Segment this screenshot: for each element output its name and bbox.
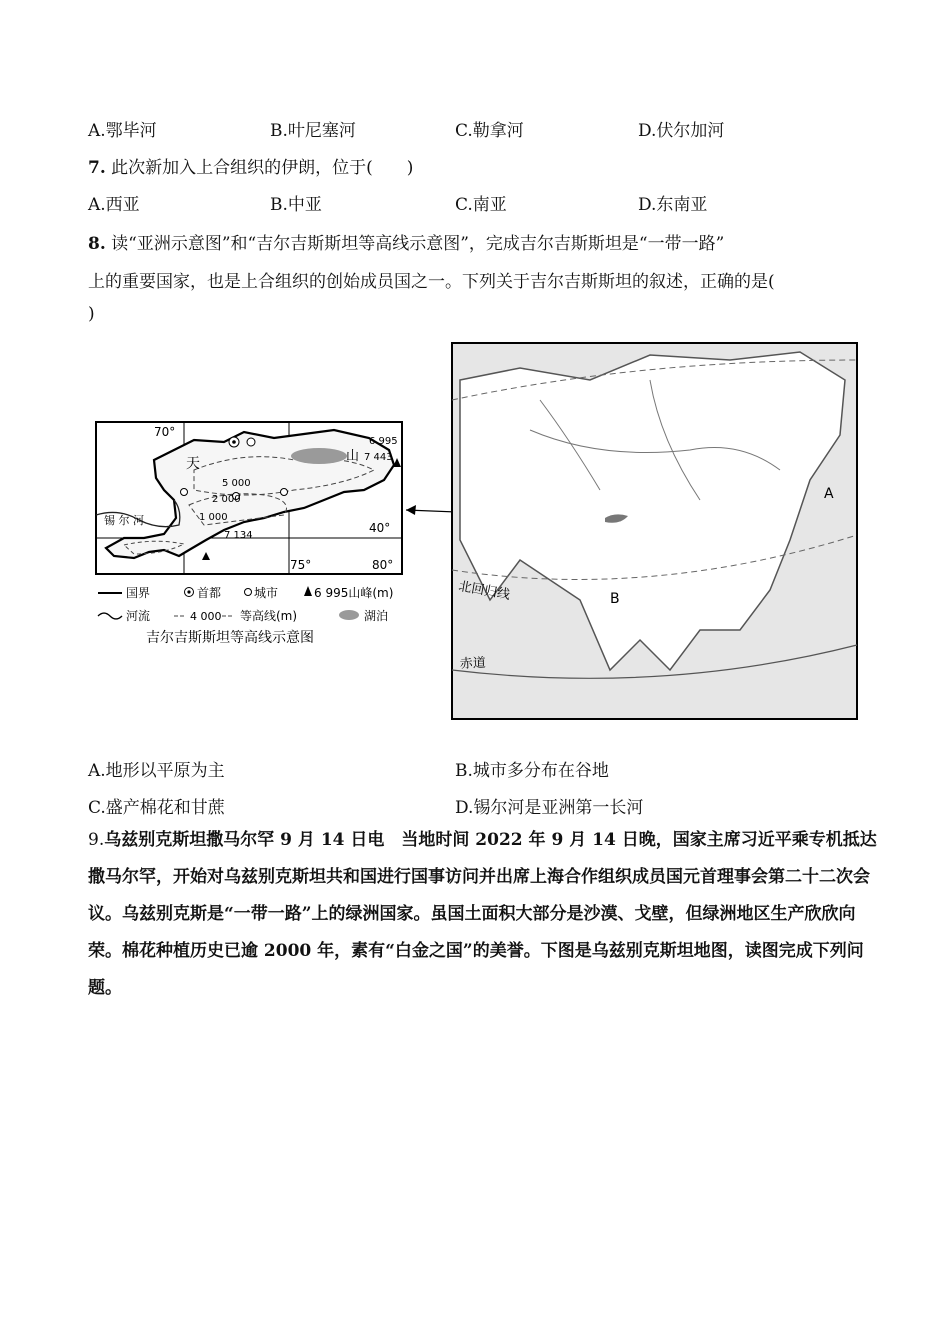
q7-stem (88, 153, 413, 178)
legend-contour-label: 等高线(m) (240, 609, 298, 623)
legend-peak-label: 6 995山峰(m) (314, 586, 394, 600)
legend-river-icon (98, 613, 122, 619)
q6-option-d[interactable]: D.伏尔加河 (638, 121, 725, 141)
q7-option-c[interactable]: C.南亚 (455, 195, 507, 215)
q8-option-b[interactable]: B.城市多分布在谷地 (455, 761, 609, 781)
q8-stem-text-1: 读“亚洲示意图”和“吉尔吉斯斯坦等高线示意图”，完成吉尔吉斯斯坦是“一带一路” (111, 234, 725, 254)
legend-border-label: 国界 (126, 586, 151, 600)
label-b: B (610, 591, 620, 607)
q8-stem-line1 (88, 229, 724, 254)
q6-option-a[interactable]: A.鄂毕河 (88, 121, 157, 141)
lon-80-label: 80° (372, 558, 394, 572)
lat-70-label: 70° (154, 425, 176, 439)
contour-7134-label: 7 134 (224, 530, 253, 541)
capital-dot (232, 440, 236, 444)
city-symbol (247, 438, 255, 446)
q7-option-d[interactable]: D.东南亚 (638, 195, 708, 215)
legend-city-label: 城市 (254, 586, 279, 600)
contour-1000-label: 1 000 (199, 512, 228, 523)
legend-lake-label: 湖泊 (364, 609, 389, 623)
q7-stem-text: 此次新加入上合组织的伊朗，位于( ) (111, 158, 414, 178)
q9-text: 乌兹别克斯坦撒马尔罕 9 月 14 日电 当地时间 2022 年 9 月 14 日晚，国家主席习近平乘专机抵达撒马尔罕，开始对乌兹别克斯坦共和国进行国事访问并出席上海合作组织成员国元首理事会第二十二次会议。乌兹别克斯是“一带一路”上的绿洲国家。虽国土面积大部分是沙漠、戈壁，但绿洲地区生产欣欣向荣。棉花种植历史已逾 2000 年，素有“白金之国”的美誉。下图是乌兹别克斯坦地图，读图完成下列问题。 (88, 830, 877, 998)
q8-option-a[interactable]: A.地形以平原为主 (88, 761, 225, 781)
q7-option-b[interactable]: B.中亚 (270, 195, 322, 215)
tian-label: 天 (186, 456, 200, 472)
lon-75-label: 75° (290, 558, 312, 572)
q8-number: 8. (88, 234, 106, 254)
legend-river-label: 河流 (126, 609, 151, 623)
equator-label: 赤道 (459, 655, 487, 672)
legend-contour-value: 4 000 (190, 610, 222, 623)
q9-number: 9. (88, 830, 105, 850)
tropic-label: 北回归线 (457, 579, 512, 603)
q7-number: 7. (88, 158, 106, 178)
lat-40-label: 40° (369, 521, 391, 535)
legend-peak-icon (304, 586, 312, 596)
legend-capital-dot-icon (187, 590, 190, 593)
q9-paragraph (88, 822, 878, 1007)
q6-option-b[interactable]: B.叶尼塞河 (270, 121, 356, 141)
q8-option-c[interactable]: C.盛产棉花和甘蔗 (88, 798, 225, 818)
kyrgyzstan-contour-map (94, 420, 406, 650)
pointer-arrowhead-left-icon (406, 505, 416, 515)
legend-city-icon (245, 589, 252, 596)
asia-map (400, 340, 860, 722)
map-caption: 吉尔吉斯斯坦等高线示意图 (146, 630, 314, 646)
river-label: 锡 尔 河 (104, 514, 144, 527)
label-a: A (824, 486, 834, 502)
contour-2000-label: 2 000 (212, 494, 241, 505)
q8-stem-line3: ) (88, 304, 95, 324)
q7-option-a[interactable]: A.西亚 (88, 195, 140, 215)
peak2-label: 7 443 (364, 452, 393, 463)
q6-option-c[interactable]: C.勒拿河 (455, 121, 524, 141)
contour-5000-label: 5 000 (222, 478, 251, 489)
shan-label: 山 (346, 449, 360, 464)
lake-issyk-kul (291, 448, 347, 464)
q8-option-d[interactable]: D.锡尔河是亚洲第一长河 (455, 798, 644, 818)
city-symbol (181, 489, 188, 496)
peak1-label: 6 995 (369, 436, 398, 447)
q8-stem-line2: 上的重要国家，也是上合组织的创始成员国之一。下列关于吉尔吉斯斯坦的叙述，正确的是( (88, 272, 775, 292)
city-symbol (281, 489, 288, 496)
legend-lake-icon (339, 610, 359, 620)
legend-capital-label: 首都 (197, 586, 222, 600)
